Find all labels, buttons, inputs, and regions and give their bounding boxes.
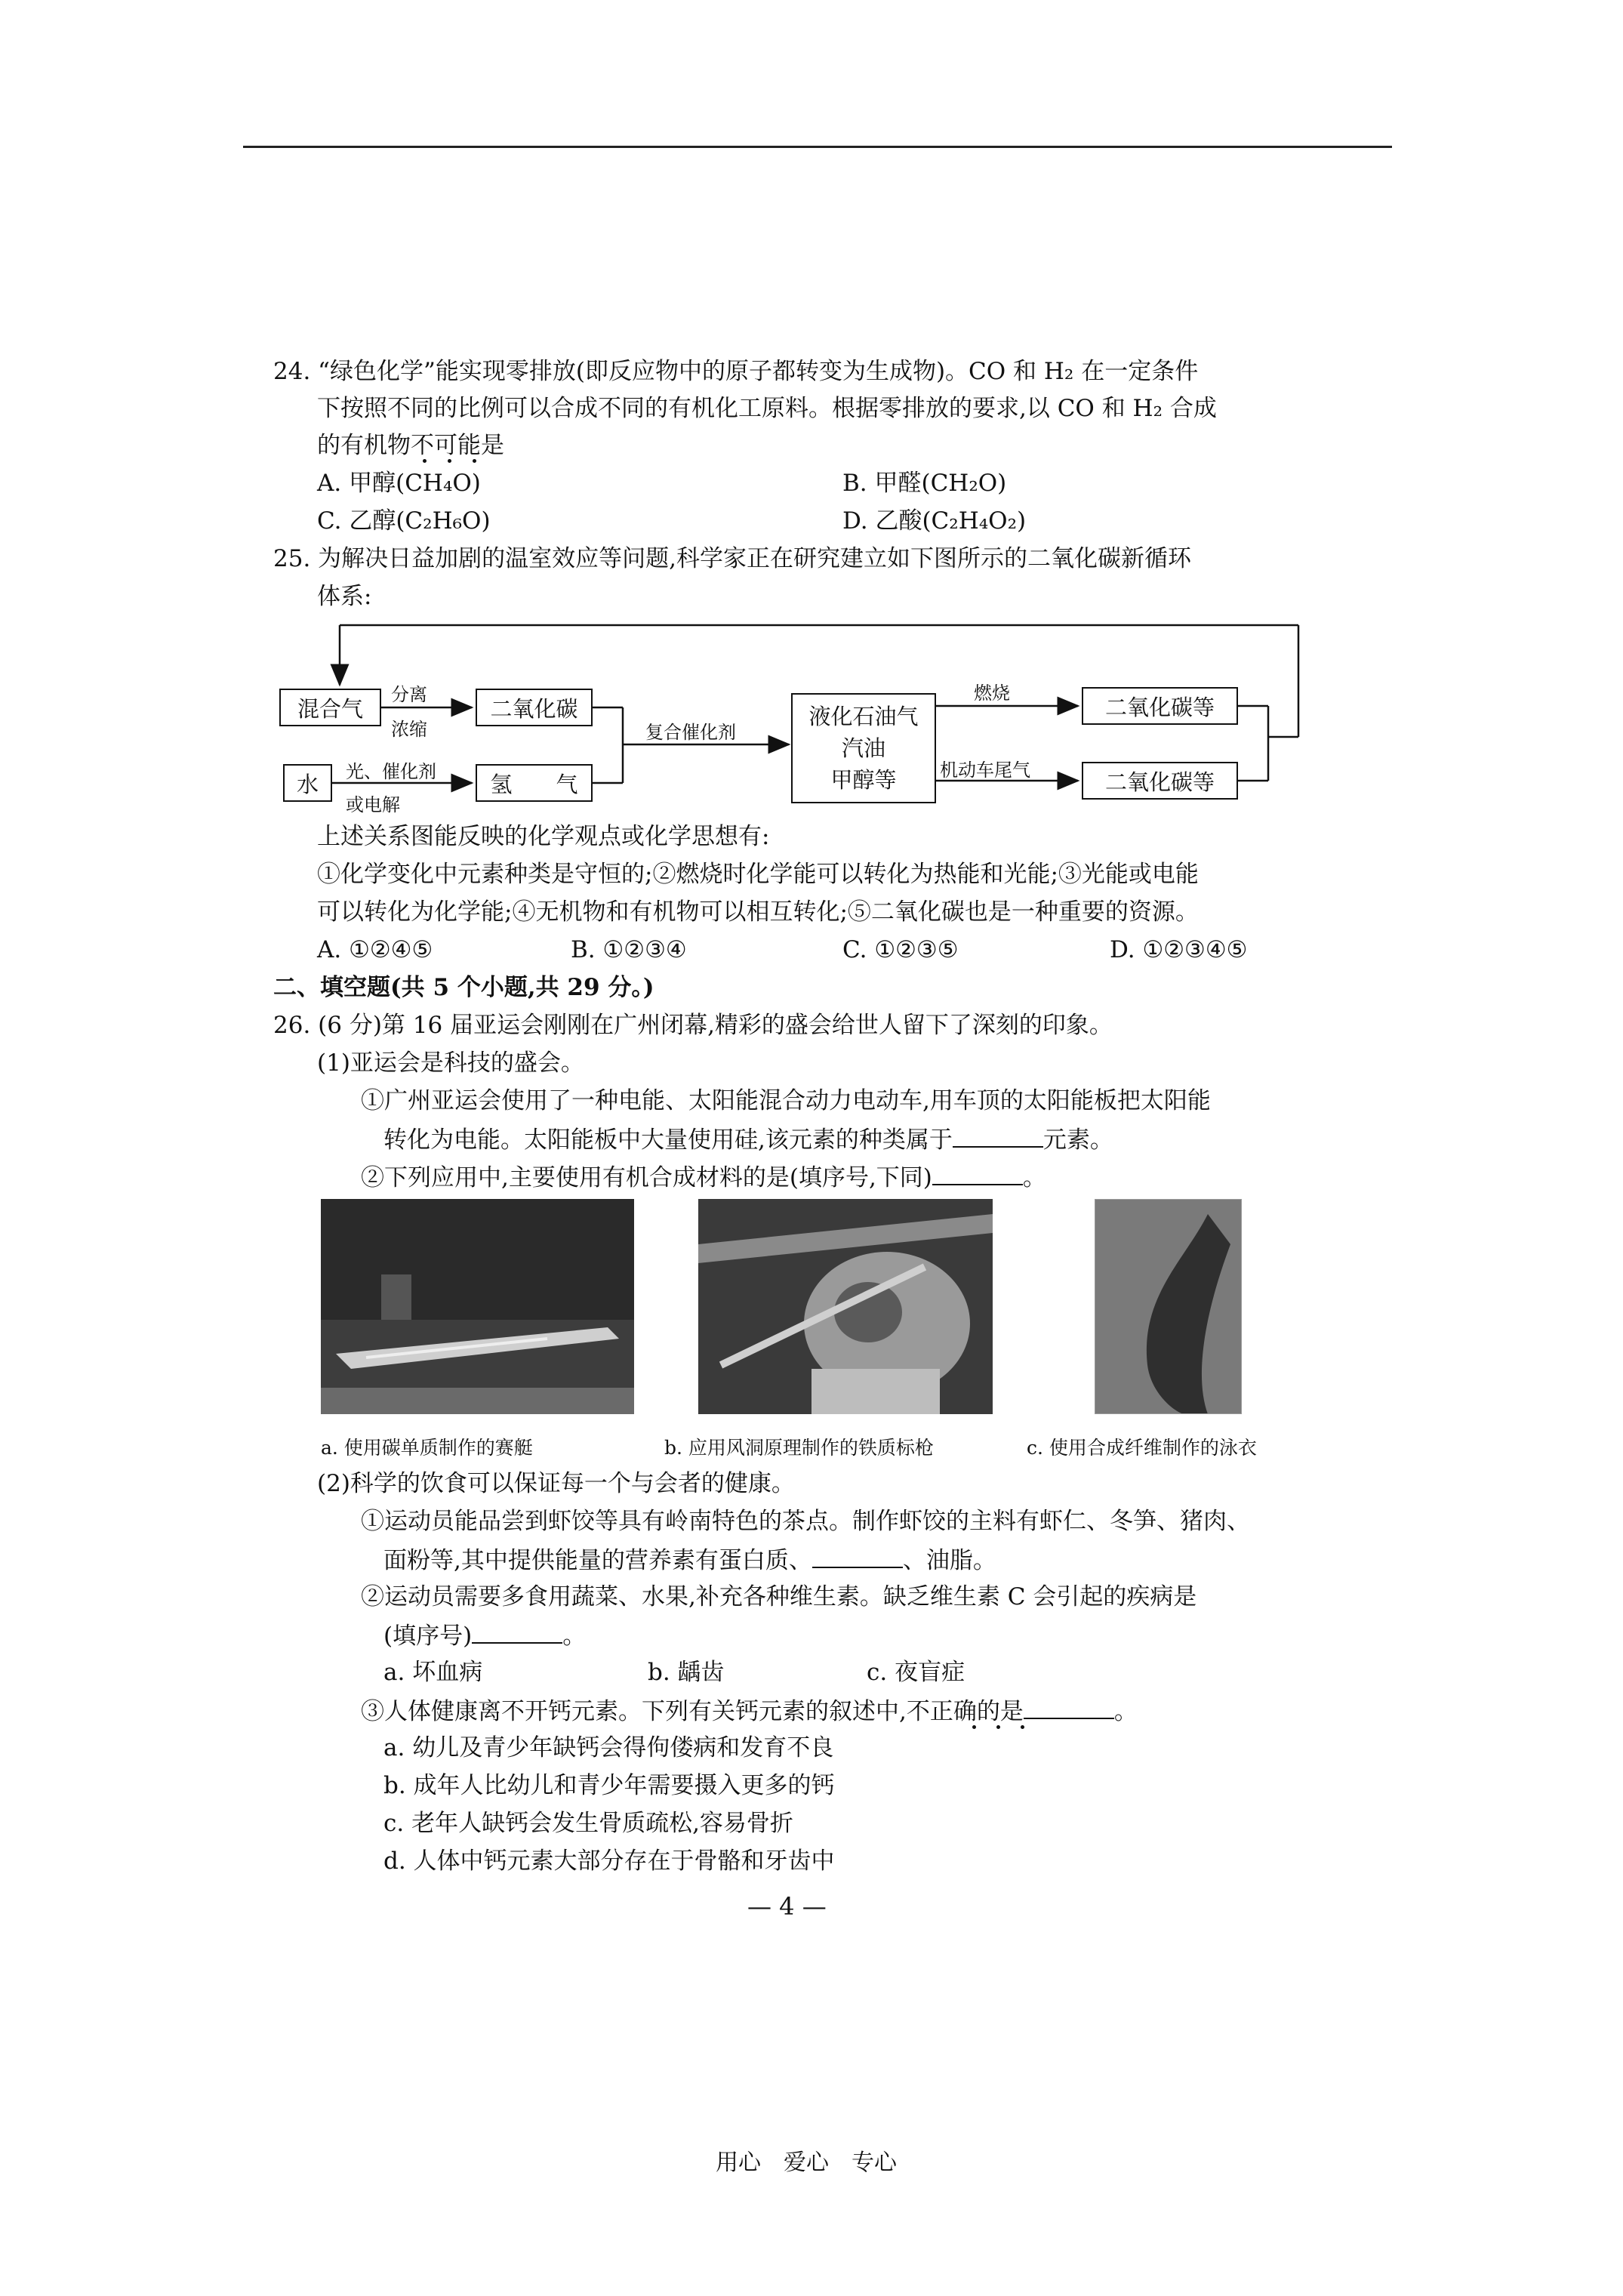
q26-part1a-suffix: 元素。 [1042,1126,1113,1154]
q24-line3: 的有机物不可能是 [317,432,504,459]
q26-part2a-text: 面粉等,其中提供能量的营养素有蛋白质、 [383,1547,812,1574]
label-composite-catalyst: 复合催化剂 [645,722,736,743]
box-output-exhaust: 二氧化碳等 [1082,762,1238,800]
q25-question-3: 可以转化为化学能;④无机物和有机物可以相互转化;⑤二氧化碳也是一种重要的资源。 [317,898,1199,926]
q26-part2b-line1: ②运动员需要多食用蔬菜、水果,补充各种维生素。缺乏维生素 C 会引起的疾病是 [361,1583,1197,1610]
photo-swimsuit [1095,1199,1242,1414]
q26-line1: 26. (6 分)第 16 届亚运会刚刚在广州闭幕,精彩的盛会给世人留下了深刻的印象。 [273,1012,1113,1039]
q26-part1b-text: ②下列应用中,主要使用有机合成材料的是(填序号,下同) [361,1164,932,1191]
q26-part2c-suffix: 。 [1113,1698,1138,1725]
answer-blank[interactable] [953,1123,1043,1148]
q26-part2: (2)科学的饮食可以保证每一个与会者的健康。 [317,1470,795,1497]
emphasis-dot [996,1725,1000,1729]
q26-part2a-line2 [383,1544,996,1576]
q26-part2b-option-a: a. 坏血病 [383,1659,483,1686]
q26-part2c-option-a: a. 幼儿及青少年缺钙会得佝偻病和发育不良 [383,1734,834,1761]
fuel-lpg: 液化石油气 [808,704,919,729]
q26-part2a-line1: ①运动员能品尝到虾饺等具有岭南特色的茶点。制作虾饺的主料有虾仁、冬笋、猪肉、 [361,1508,1250,1535]
q25-line1: 25. 为解决日益加剧的温室效应等问题,科学家正在研究建立如下图所示的二氧化碳新循环 [273,545,1192,572]
q26-part2b-option-b: b. 龋齿 [648,1659,725,1686]
q26-part2b-text: (填序号) [383,1623,473,1650]
fuel-gasoline: 汽油 [841,735,885,761]
box-mixed-gas: 混合气 [279,689,381,726]
label-burn: 燃烧 [974,683,1010,704]
q26-part1: (1)亚运会是科技的盛会。 [317,1049,584,1077]
answer-blank[interactable] [472,1620,562,1644]
photo-carbon-boat [321,1199,634,1414]
q26-part2b-option-c: c. 夜盲症 [867,1659,965,1686]
emphasis-dot [972,1725,976,1729]
photo-javelin-athlete [698,1199,993,1414]
q24-option-c: C. 乙醇(C₂H₆O) [317,507,491,535]
q25-question-2: ①化学变化中元素种类是守恒的;②燃烧时化学能可以转化为热能和光能;③光能或电能 [317,861,1199,888]
emphasis-dot [1021,1725,1024,1729]
answer-blank[interactable] [1024,1695,1114,1719]
box-carbon-dioxide: 二氧化碳 [476,689,593,726]
label-separate: 分离 [391,684,427,705]
q26-part1a-text: 转化为电能。太阳能板中大量使用硅,该元素的种类属于 [383,1126,953,1154]
q25-line2: 体系: [317,583,372,610]
q25-question-1: 上述关系图能反映的化学观点或化学思想有: [317,823,770,850]
caption-c: c. 使用合成纤维制作的泳衣 [1027,1437,1257,1459]
answer-blank[interactable] [812,1544,903,1568]
q25-option-a: A. ①②④⑤ [317,936,433,963]
q26-part2b-suffix: 。 [562,1623,587,1650]
fuel-methanol: 甲醇等 [830,767,897,793]
q26-part1b [361,1161,1046,1193]
label-electrolysis: 或电解 [346,794,400,815]
label-light-catalyst: 光、催化剂 [346,761,436,782]
q24-option-a: A. 甲醇(CH₄O) [317,470,481,497]
q26-part2c-text: ③人体健康离不开钙元素。下列有关钙元素的叙述中,不正确的是 [361,1698,1024,1725]
q26-part1b-suffix: 。 [1022,1164,1046,1191]
q25-option-d: D. ①②③④⑤ [1110,936,1248,963]
page-number: — 4 — [747,1892,827,1921]
q24-line2: 下按照不同的比例可以合成不同的有机化工原料。根据零排放的要求,以 CO 和 H₂ 合成 [317,395,1217,422]
q25-option-c: C. ①②③⑤ [842,936,959,963]
q26-part2c [361,1695,1138,1727]
caption-a: a. 使用碳单质制作的赛艇 [321,1437,533,1459]
footer-motto: 用心 爱心 专心 [716,2150,897,2176]
q26-part1a-line1: ①广州亚运会使用了一种电能、太阳能混合动力电动车,用车顶的太阳能板把太阳能 [361,1087,1211,1114]
label-concentrate: 浓缩 [391,719,427,740]
q26-part2c-option-d: d. 人体中钙元素大部分存在于骨骼和牙齿中 [383,1848,835,1875]
answer-blank[interactable] [932,1161,1023,1185]
q26-part1a-line2 [383,1123,1113,1155]
q24-option-d: D. 乙酸(C₂H₄O₂) [842,507,1027,535]
q24-option-b: B. 甲醛(CH₂O) [842,470,1007,497]
box-fuels [791,693,936,803]
box-hydrogen: 氢 气 [476,764,593,802]
q25-option-b: B. ①②③④ [571,936,687,963]
caption-b: b. 应用风洞原理制作的铁质标枪 [664,1437,934,1459]
q26-part2b-line2 [383,1620,586,1651]
box-water: 水 [283,764,332,802]
box-output-combustion: 二氧化碳等 [1082,687,1238,725]
section-2-heading: 二、填空题(共 5 个小题,共 29 分。) [273,974,654,1001]
label-vehicle-exhaust: 机动车尾气 [940,760,1030,781]
q26-part2c-option-b: b. 成年人比幼儿和青少年需要摄入更多的钙 [383,1772,835,1799]
q26-part2c-option-c: c. 老年人缺钙会发生骨质疏松,容易骨折 [383,1810,793,1837]
q24-line1: 24. “绿色化学”能实现零排放(即反应物中的原子都转变为生成物)。CO 和 H₂ 在一定条件 [273,358,1199,385]
q26-part2a-suffix: 、油脂。 [902,1547,996,1574]
